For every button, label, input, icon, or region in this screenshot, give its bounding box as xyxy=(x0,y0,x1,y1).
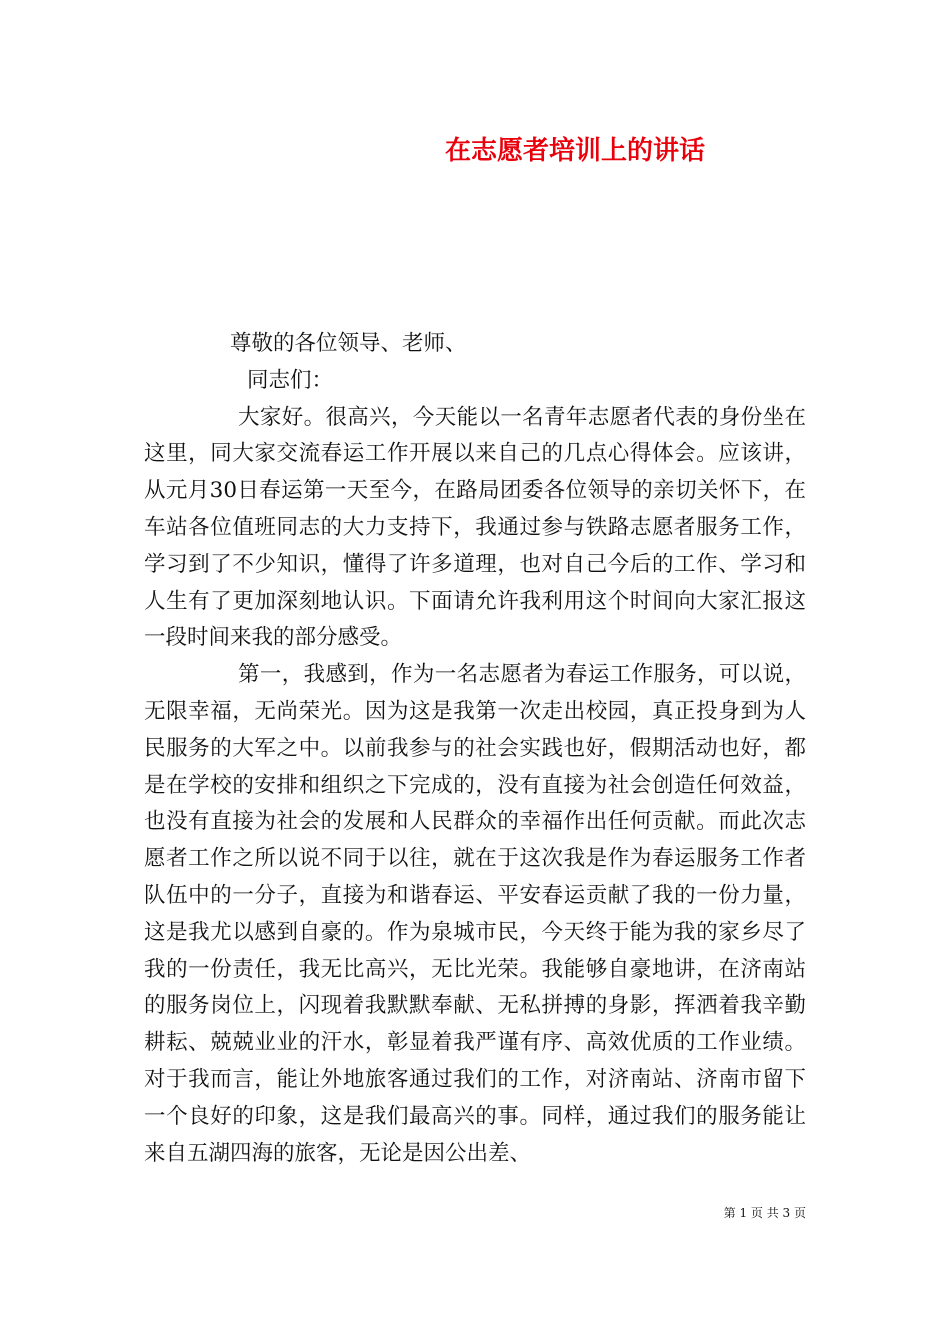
document-body xyxy=(144,326,806,1172)
salutation-line-1: 尊敬的各位领导、老师、 xyxy=(230,331,467,356)
page-title: 在志愿者培训上的讲话 xyxy=(444,136,705,166)
paragraph-greeting: 大家好。很高兴，今天能以一名青年志愿者代表的身份坐在这里，同大家交流春运工作开展以来自己的几点心得体会。应该讲，从元月30日春运第一天至今，在路局团委各位领导的亲切关怀下，在车站各位值班同志的大力支持下，我通过参与铁路志愿者服务工作，学习到了不少知识，懂得了许多道理，也对自己今后的工作、学习和人生有了更加深刻地认识。下面请允许我利用这个时间向大家汇报这一段时间来我的部分感受。 xyxy=(144,404,806,651)
title-area xyxy=(0,0,950,200)
page-footer: 第 1 页 共 3 页 xyxy=(723,1206,806,1220)
paragraph-first-point: 第一，我感到，作为一名志愿者为春运工作服务，可以说，无限幸福，无尚荣光。因为这是我第一次走出校园，真正投身到为人民服务的大军之中。以前我参与的社会实践也好，假期活动也好，都是在学校的安排和组织之下完成的，没有直接为社会创造任何效益，也没有直接为社会的发展和人民群众的幸福作出任何贡献。而此次志愿者工作之所以说不同于以往，就在于这次我是作为春运服务工作者队伍中的一分子，直接为和谐春运、平安春运贡献了我的一份力量，这是我尤以感到自豪的。作为泉城市民，今天终于能为我的家乡尽了我的一份责任，我无比高兴，无比光荣。我能够自豪地讲，在济南站的服务岗位上，闪现着我默默奉献、无私拼搏的身影，挥洒着我辛勤耕耘、兢兢业业的汗水，彰显着我严谨有序、高效优质的工作业绩。对于我而言，能让外地旅客通过我们的工作，对济南站、济南市留下一个良好的印象，这是我们最高兴的事。同样，通过我们的服务能让来自五湖四海的旅客，无论是因公出差、 xyxy=(144,662,806,1166)
salutation-line-2: 同志们： xyxy=(247,367,334,393)
